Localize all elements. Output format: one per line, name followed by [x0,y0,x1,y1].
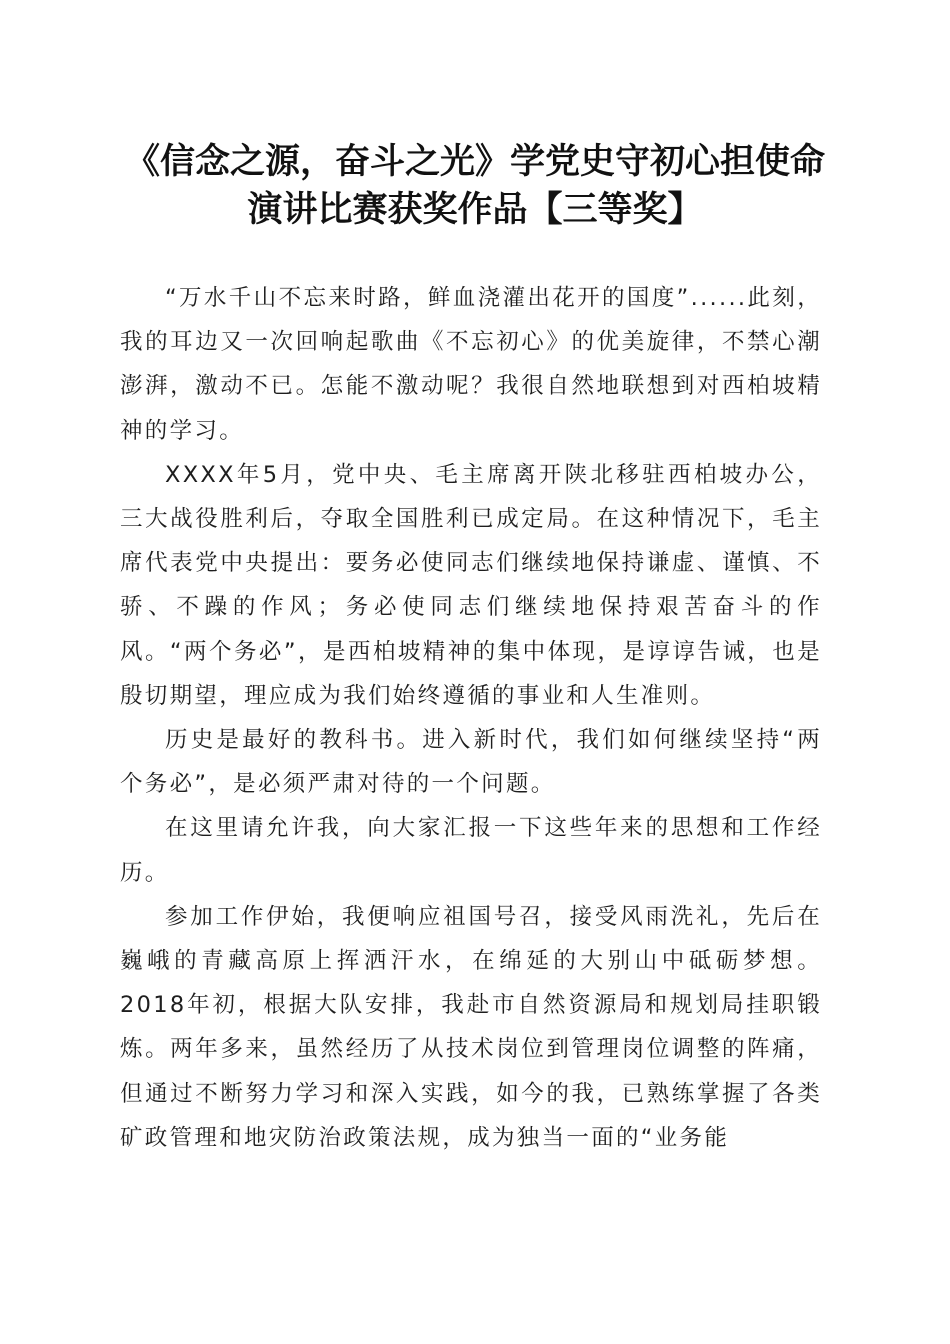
title-line-2: 演讲比赛获奖作品【三等奖】 [247,189,703,230]
paragraph-5: 参加工作伊始，我便响应祖国号召，接受风雨洗礼，先后在巍峨的青藏高原上挥洒汗水，在绵延的大别山中砥砺梦想。2018年初，根据大队安排，我赴市自然资源局和规划局挂职锻炼。两年多来，虽然经历了从技术岗位到管理岗位调整的阵痛，但通过不断努力学习和深入实践，如今的我，已熟练掌握了各类矿政管理和地灾防治政策法规，成为独当一面的“业务能 [120,903,822,1151]
paragraph-1: “万水千山不忘来时路，鲜血浇灌出花开的国度”......此刻，我的耳边又一次回响起歌曲《不忘初心》的优美旋律，不禁心潮澎湃，激动不已。怎能不激动呢？我很自然地联想到对西柏坡精神的学习。 [120,285,822,444]
document-title [100,138,850,234]
paragraph-3: 历史是最好的教科书。进入新时代，我们如何继续坚持“两个务必”，是必须严肃对待的一个问题。 [120,727,822,798]
document-body [120,276,822,1160]
title-line-1: 《信念之源，奋斗之光》学党史守初心担使命 [124,141,825,182]
paragraph-2: XXXX年5月，党中央、毛主席离开陕北移驻西柏坡办公，三大战役胜利后，夺取全国胜利已成定局。在这种情况下，毛主席代表党中央提出：要务必使同志们继续地保持谦虚、谨慎、不骄、不躁的作风；务必使同志们继续地保持艰苦奋斗的作风。“两个务必”，是西柏坡精神的集中体现，是谆谆告诫，也是殷切期望，理应成为我们始终遵循的事业和人生准则。 [120,461,822,709]
paragraph-4: 在这里请允许我，向大家汇报一下这些年来的思想和工作经历。 [120,815,822,886]
